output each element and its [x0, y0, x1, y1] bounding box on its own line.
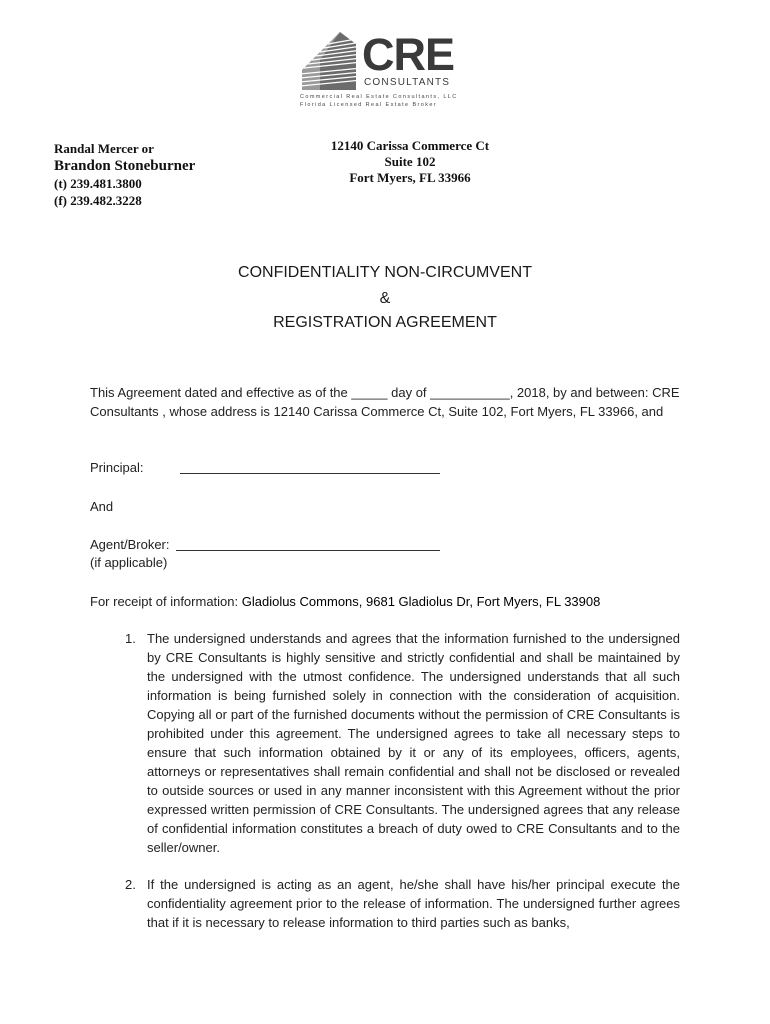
principal-blank-field[interactable]: [180, 473, 440, 474]
company-logo: [300, 30, 465, 112]
property-address: Gladiolus Commons, 9681 Gladiolus Dr, Fort Myers, FL 33908: [241, 594, 601, 609]
if-applicable-note: (if applicable): [90, 555, 168, 570]
contact-names-line2: Brandon Stoneburner: [54, 158, 196, 174]
address-line3: Fort Myers, FL 33966: [349, 170, 471, 185]
list-item-number: 1.: [125, 631, 136, 646]
document-title-ampersand: &: [379, 290, 391, 307]
list-item-number: 2.: [125, 877, 136, 892]
list-item-text: The undersigned understands and agrees that the information furnished to the undersigned by CRE Consultants is highly sensitive and strictly confidential and shall be maintained by the undersigned with the utmost confidence. The undersigned understands that all such information is being furnished solely in connection with the consideration of acquisition. Copying all or part of the furnished documents without the permission of CRE Consultants is prohibited under this agreement. The undersigned agrees to take all necessary steps to ensure that such information obtained by it or any of its employees, officers, agents, attorneys or representatives shall remain confidential and shall not be disclosed or revealed to outside sources or used in any manner inconsistent with this Agreement without the prior expressed written permission of CRE Consultants. The undersigned agrees that any release of confidential information constitutes a breach of duty owed to CRE Consultants and to the seller/owner.: [147, 631, 680, 855]
receipt-label: For receipt of information:: [90, 594, 242, 609]
building-logo-icon: [300, 30, 362, 90]
document-title-line1: CONFIDENTIALITY NON-CIRCUMVENT: [238, 264, 532, 281]
contact-names: [54, 140, 195, 209]
contact-fax: (f) 239.482.3228: [54, 193, 142, 208]
document-title-line3: REGISTRATION AGREEMENT: [273, 314, 497, 331]
and-label: And: [90, 499, 114, 514]
logo-brand: CRE: [362, 29, 455, 80]
agent-broker-label: Agent/Broker:: [90, 537, 170, 552]
contact-names-line1: Randal Mercer or: [54, 141, 154, 156]
contact-address: [300, 138, 520, 186]
agent-broker-blank-field[interactable]: [176, 550, 440, 551]
receipt-line: [90, 592, 690, 611]
contact-phone: (t) 239.481.3800: [54, 176, 142, 191]
address-line2: Suite 102: [384, 154, 436, 169]
logo-tagline-2: Florida Licensed Real Estate Broker: [300, 102, 438, 108]
logo-subtitle: CONSULTANTS: [364, 77, 451, 88]
logo-tagline-1: Commercial Real Estate Consultants, LLC: [300, 94, 458, 100]
intro-paragraph: This Agreement dated and effective as of the _____ day of ___________, 2018, by and between: CRE Consultants , whose address is 12140 Carissa Commerce Ct, Suite 102, Fort Myers, FL 33966, and: [90, 385, 680, 419]
list-item-text: If the undersigned is acting as an agent, he/she shall have his/her principal execute the confidentiality agreement prior to the release of information. The undersigned further agrees that if it is necessary to release information to third parties such as banks,: [147, 877, 680, 930]
address-line1: 12140 Carissa Commerce Ct: [330, 138, 490, 153]
principal-label: Principal:: [90, 460, 144, 475]
